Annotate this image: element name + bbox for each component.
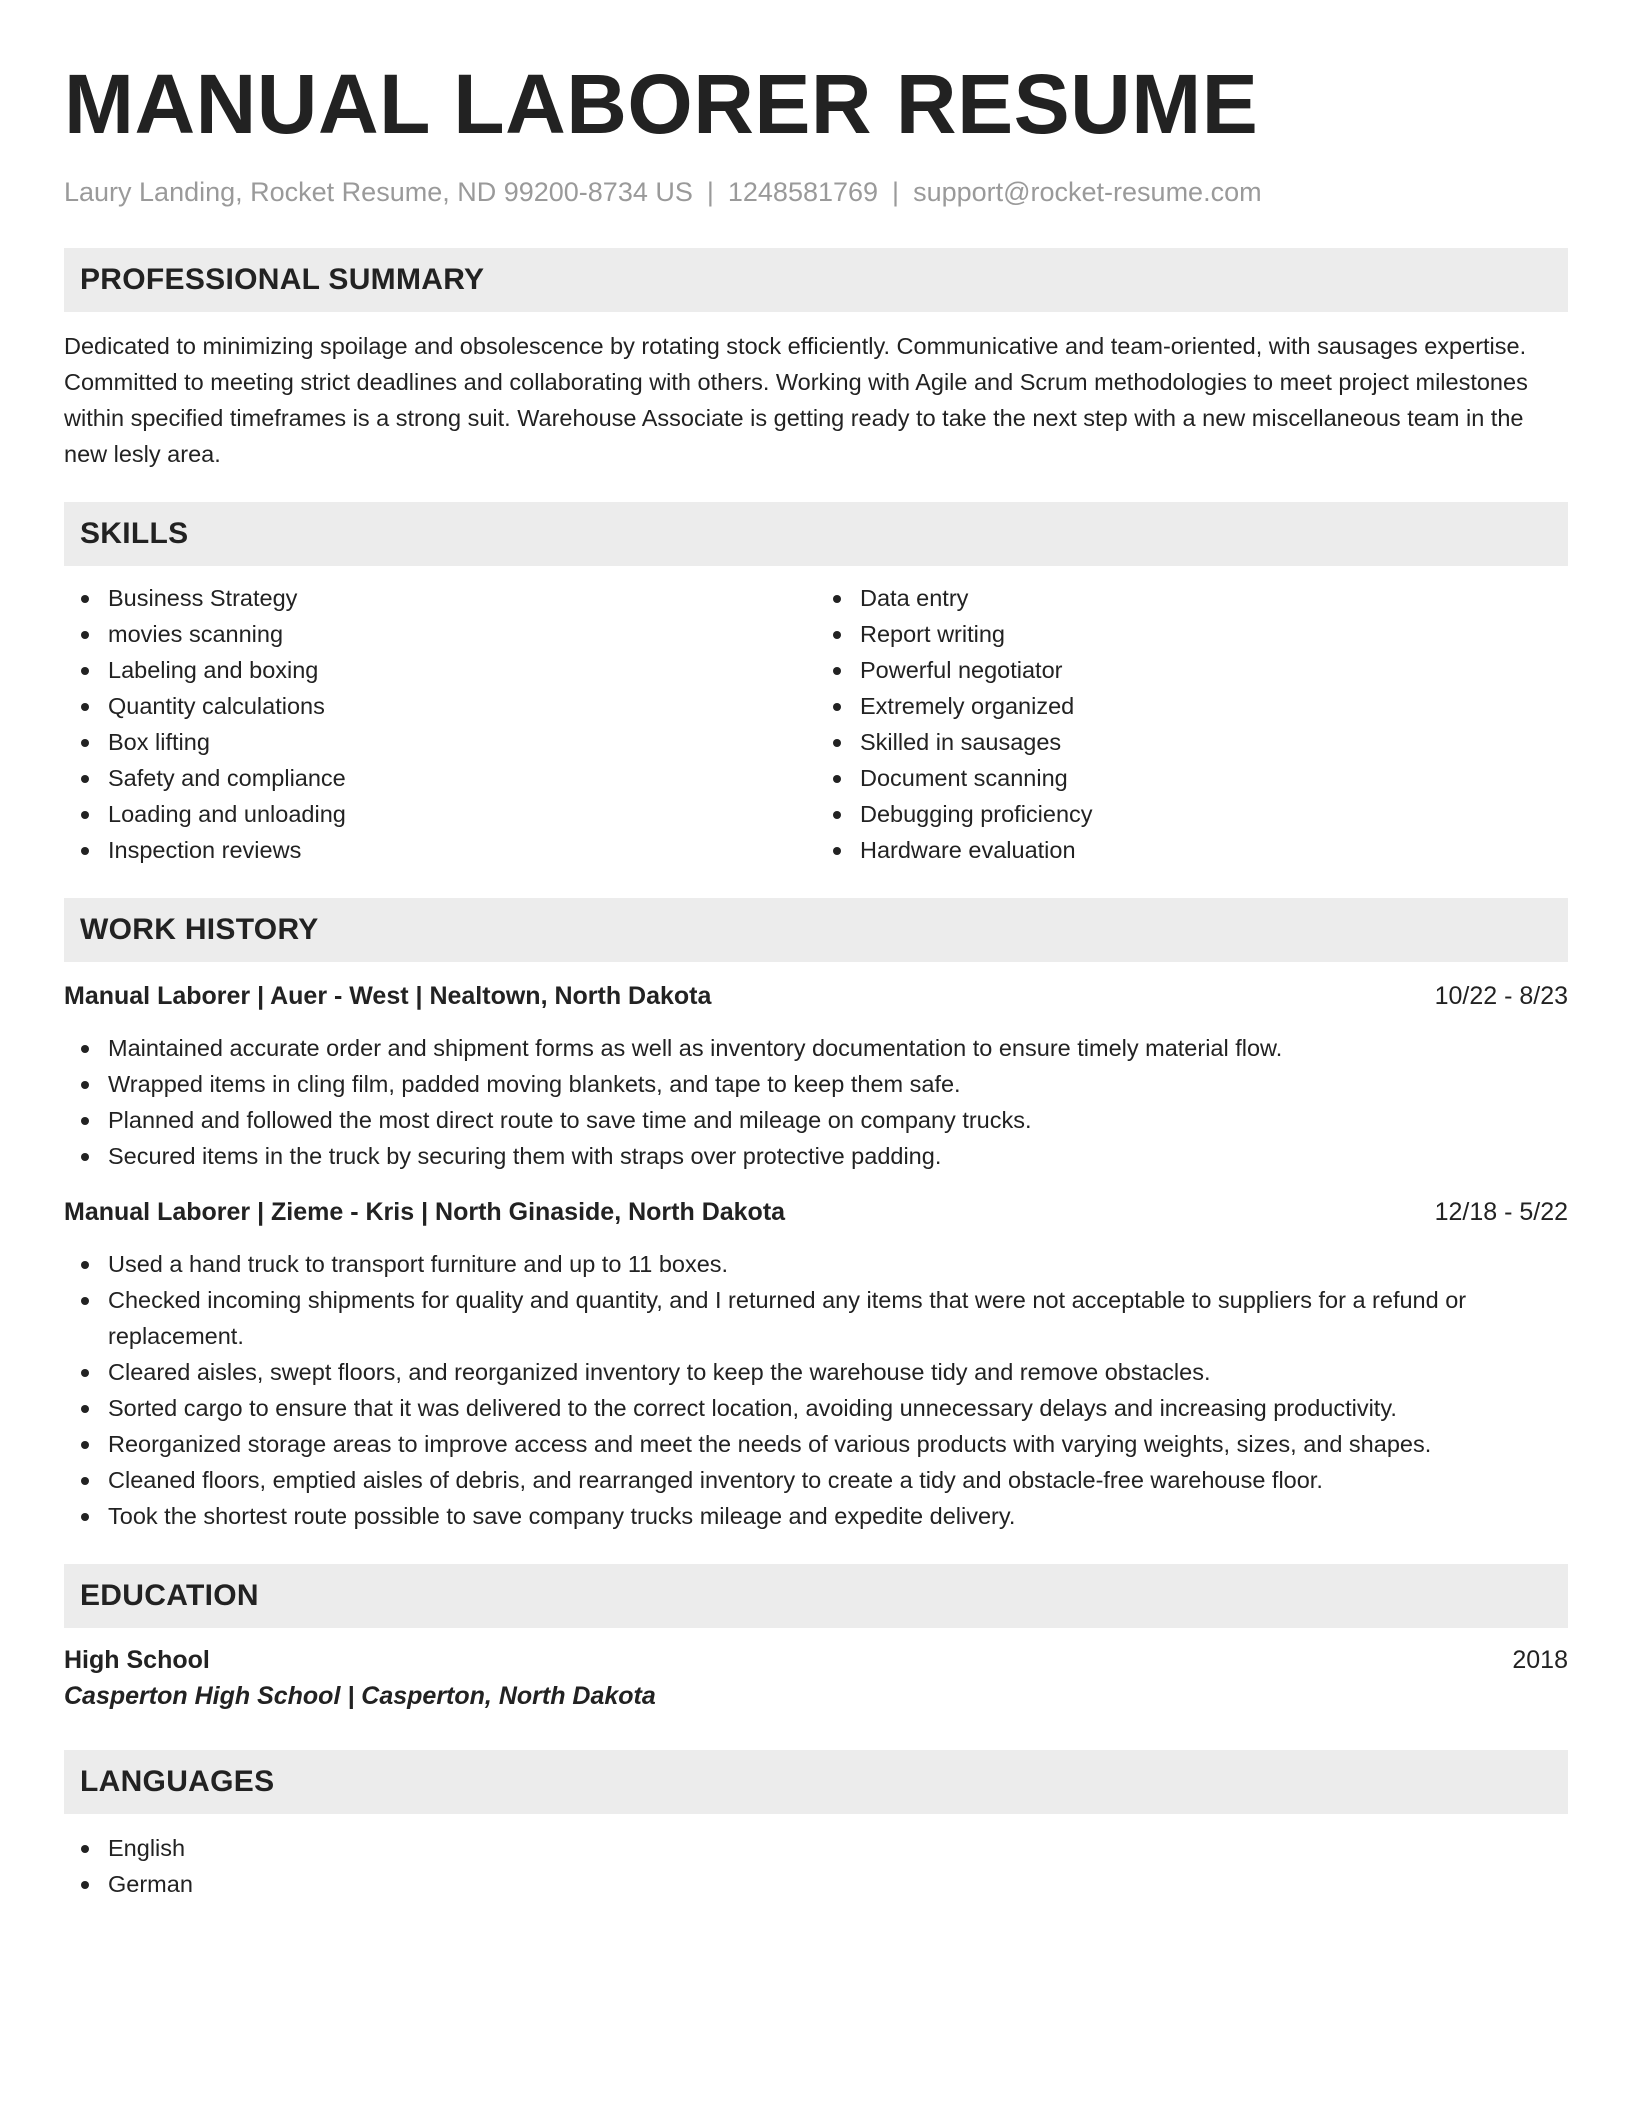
skill-item: Debugging proficiency: [816, 796, 1568, 832]
section-header-work-history: WORK HISTORY: [64, 898, 1568, 962]
skills-list-right: [816, 580, 1568, 868]
job-bullet: Took the shortest route possible to save company trucks mileage and expedite delivery.: [64, 1498, 1568, 1534]
job-bullet: Cleaned floors, emptied aisles of debris, and rearranged inventory to create a tidy and obstacle-free warehouse floor.: [64, 1462, 1568, 1498]
skill-item: Box lifting: [64, 724, 816, 760]
section-header-languages: LANGUAGES: [64, 1750, 1568, 1814]
skill-item: Data entry: [816, 580, 1568, 616]
contact-separator: |: [706, 177, 714, 207]
job-bullet: Used a hand truck to transport furniture and up to 11 boxes.: [64, 1246, 1568, 1282]
summary-text: Dedicated to minimizing spoilage and obsolescence by rotating stock efficiently. Communicative and team-oriented, with sausages expertise. Committed to meeting strict deadlines and collaborating with others. Working with Agile and Scrum methodologies to meet project milestones within specified timeframes is a strong suit. Warehouse Associate is getting ready to take the next step with a new miscellaneous team in the new lesly area.: [64, 333, 1528, 467]
contact-email: support@rocket-resume.com: [913, 177, 1262, 207]
skill-item: Labeling and boxing: [64, 652, 816, 688]
job-bullet: Cleared aisles, swept floors, and reorganized inventory to keep the warehouse tidy and remove obstacles.: [64, 1354, 1568, 1390]
job-bullets: [64, 1246, 1568, 1534]
job-title: Manual Laborer | Zieme - Kris | North Ginaside, North Dakota: [64, 1198, 786, 1226]
skill-item: Document scanning: [816, 760, 1568, 796]
contact-line: [64, 174, 1568, 210]
language-item: English: [64, 1830, 1568, 1866]
job-bullet: Planned and followed the most direct route to save time and mileage on company trucks.: [64, 1102, 1568, 1138]
section-header-summary: PROFESSIONAL SUMMARY: [64, 248, 1568, 312]
skills-column-left: [64, 580, 816, 868]
education-degree: High School: [64, 1646, 210, 1674]
job-bullet: Reorganized storage areas to improve access and meet the needs of various products with varying weights, sizes, and shapes.: [64, 1426, 1568, 1462]
section-header-skills: SKILLS: [64, 502, 1568, 566]
skill-item: Loading and unloading: [64, 796, 816, 832]
job-dates: 10/22 - 8/23: [1434, 982, 1568, 1010]
section-header-education: EDUCATION: [64, 1564, 1568, 1628]
education-header: [64, 1642, 1568, 1678]
skill-item: Powerful negotiator: [816, 652, 1568, 688]
job-bullet: Checked incoming shipments for quality and quantity, and I returned any items that were not acceptable to suppliers for a refund or replacement.: [64, 1282, 1568, 1354]
contact-phone: 1248581769: [727, 177, 879, 207]
skill-item: Inspection reviews: [64, 832, 816, 868]
job-entry: [64, 1194, 1568, 1534]
languages-list: [64, 1830, 1568, 1902]
job-header: [64, 1194, 1568, 1230]
language-item: German: [64, 1866, 1568, 1902]
job-dates: 12/18 - 5/22: [1434, 1198, 1568, 1226]
skill-item: Quantity calculations: [64, 688, 816, 724]
skill-item: movies scanning: [64, 616, 816, 652]
education-year: 2018: [1512, 1646, 1568, 1674]
job-bullet: Maintained accurate order and shipment forms as well as inventory documentation to ensure timely material flow.: [64, 1030, 1568, 1066]
education-entry: [64, 1642, 1568, 1714]
job-bullet: Wrapped items in cling film, padded moving blankets, and tape to keep them safe.: [64, 1066, 1568, 1102]
job-bullet: Sorted cargo to ensure that it was delivered to the correct location, avoiding unnecessary delays and increasing productivity.: [64, 1390, 1568, 1426]
skill-item: Report writing: [816, 616, 1568, 652]
skill-item: Business Strategy: [64, 580, 816, 616]
skill-item: Extremely organized: [816, 688, 1568, 724]
job-title: Manual Laborer | Auer - West | Nealtown, North Dakota: [64, 982, 712, 1010]
job-bullets: [64, 1030, 1568, 1174]
contact-address: Laury Landing, Rocket Resume, ND 99200-8734 US: [64, 177, 693, 207]
skill-item: Safety and compliance: [64, 760, 816, 796]
skill-item: Skilled in sausages: [816, 724, 1568, 760]
contact-separator: |: [892, 177, 900, 207]
skills-column-right: [816, 580, 1568, 868]
skills-grid: [64, 580, 1568, 868]
skills-list-left: [64, 580, 816, 868]
job-header: [64, 978, 1568, 1014]
job-bullet: Secured items in the truck by securing them with straps over protective padding.: [64, 1138, 1568, 1174]
job-entry: [64, 978, 1568, 1174]
skill-item: Hardware evaluation: [816, 832, 1568, 868]
page-title: MANUAL LABORER RESUME: [64, 57, 1259, 151]
education-school: Casperton High School | Casperton, North Dakota: [64, 1682, 656, 1710]
